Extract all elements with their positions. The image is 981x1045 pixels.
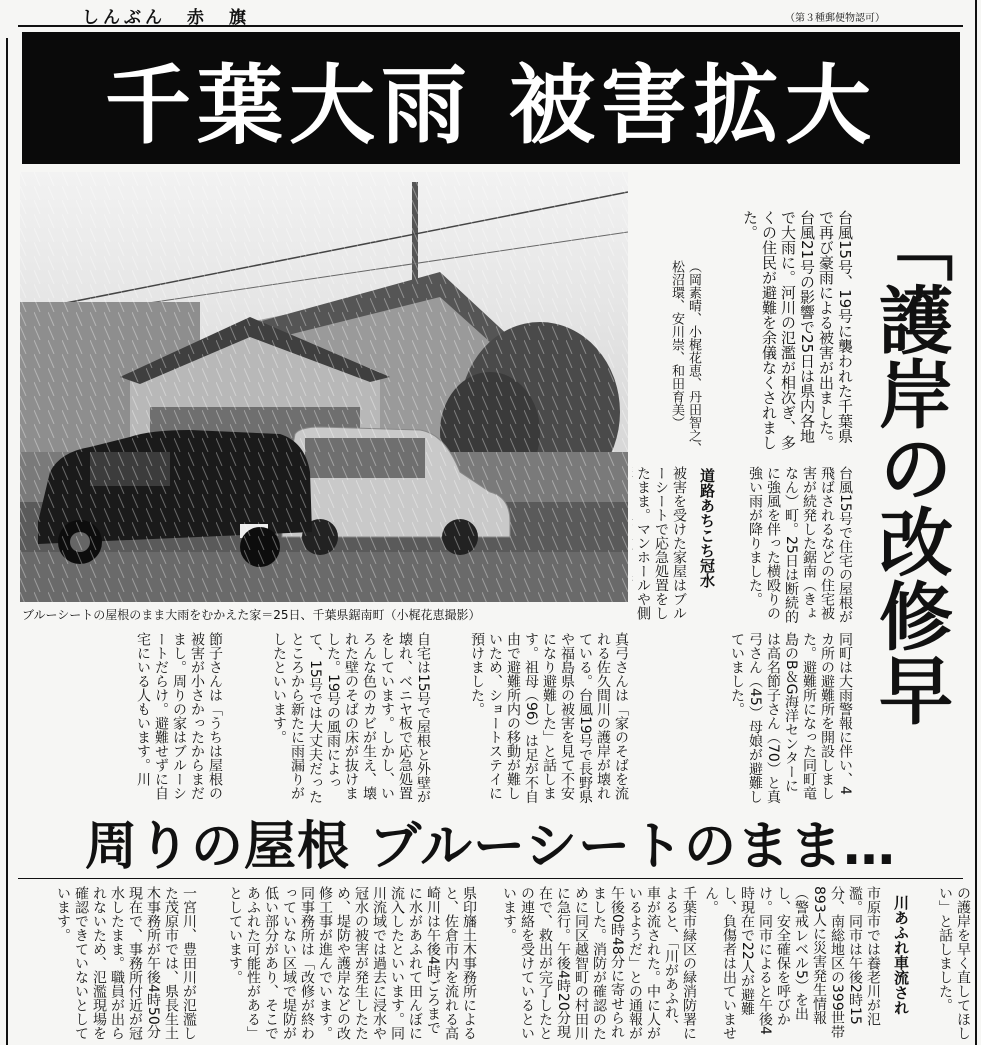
body-column: 台風15号で住宅の屋根が飛ばされるなどの住宅被害が続発した鋸南（きょなん）町。25日は断続的に強風を伴った横殴りの強い雨が降りました。 <box>747 466 853 624</box>
postal-permit: （第３種郵便物認可） <box>785 13 885 24</box>
lead-paragraph: 台風15号、19号に襲われた千葉県で再び豪雨による被害が出ました。台風21号の影響で25日は県内各地で大雨に。河川の氾濫が相次ぎ、多くの住民が避難を余儀なくされました。 <box>741 210 854 450</box>
section-rule <box>18 878 963 879</box>
body-column: 真弓さんは「家のそばを流れる佐久間川の護岸が壊れている。台風19号で長野県や福島県の被害を見て不安になり避難した」と話します。祖母（96）は足が不自由で避難所内の移動が難しいため、ショートステイに預けました。 <box>469 632 629 804</box>
photo-illustration <box>20 172 628 602</box>
photo-caption: ブルーシートの屋根のまま大雨をむかえた家＝25日、千葉県鋸南町（小梶花恵撮影） <box>22 608 481 622</box>
body-column: 千葉市緑区の緑消防署によると、「川があふれ、車が流された。中に人がいるようだ」との通報が午後0時48分に寄せられました。消防が確認のために同区越智町の村田川に急行。午後4時20分現在で、救出が完了したとの連絡を受けているといいます。 <box>501 886 697 1040</box>
subheading-river-overflow: 川あふれ車流され <box>892 895 910 1015</box>
secondary-headline: 周りの屋根 ブルーシートのまま… <box>85 816 896 877</box>
body-column: 市原市では養老川が氾濫。同市は午後2時15分、南総地区の399世帯893人に災害発生情報（警戒レベル5）を出し、安全確保を呼びかけ。同市によると午後4時現在で22人が避難し、負傷者は出ていません。 <box>703 886 881 1040</box>
right-border-rule <box>975 0 977 1045</box>
subheading-road-flooding: 道路あちこち冠水 <box>698 468 716 588</box>
masthead-rule <box>18 25 963 27</box>
reporter-credits: （岡素晴、小梶花恵、丹田智之、松沼環、安川崇、和田育美） <box>669 260 701 455</box>
masthead <box>0 0 981 26</box>
body-column: の護岸を早く直してほしい」と話しました。 <box>937 886 971 1040</box>
banner-headline: 千葉大雨 被害拡大 <box>22 32 960 164</box>
left-border-rule <box>6 38 8 1045</box>
body-column: 節子さんは「うちは屋根の被害が小さかったからまだまし。周りの家はブルーシートだらけ。避難せずに自宅にいる人もいます。川 <box>135 632 223 800</box>
main-headline: 「護岸の改修早 <box>867 208 953 726</box>
body-column: 県印旛土木事務所によると、佐倉市内を流れる高崎川は午後4時ごろまでに水があふれて田んぼに流入したといいます。同川流域では過去に浸水や冠水の被害が発生したため、堤防や護岸などの改修工事が進んでいます。同事務所は「改修が終わっていない区域で堤防が低い部分があり、そこであふれた可能性がある」としています。 <box>227 886 477 1040</box>
body-column: 一宮川、豊田川が氾濫した茂原市では、県長生土木事務所が午後4時50分現在で、事務所付近が冠水したまま。職員が出られないため、氾濫現場を確認できていないとしています。 <box>55 886 197 1040</box>
body-column: 同町は大雨警報に伴い、4カ所の避難所を開設しました。避難所になった同町竜島のB＆G海洋センターには高名節子さん（70）と真弓さん（45）母娘が避難していました。 <box>729 632 853 804</box>
newspaper-name: しんぶん 赤 旗 <box>82 8 250 28</box>
news-photo <box>20 172 628 602</box>
body-column: 自宅は15号で屋根と外壁が壊れ、ベニヤ板で応急処置をしています。しかし、いろんな色のカビが生え、壊れた壁のそばの床が抜けました。19号の風雨によって、15号では大丈夫だったところから新たに雨漏りがしたといいます。 <box>271 632 431 804</box>
body-column: 被害を受けた家屋はブルーシートで応急処置をしたまま。マンホールや側 <box>635 466 687 620</box>
